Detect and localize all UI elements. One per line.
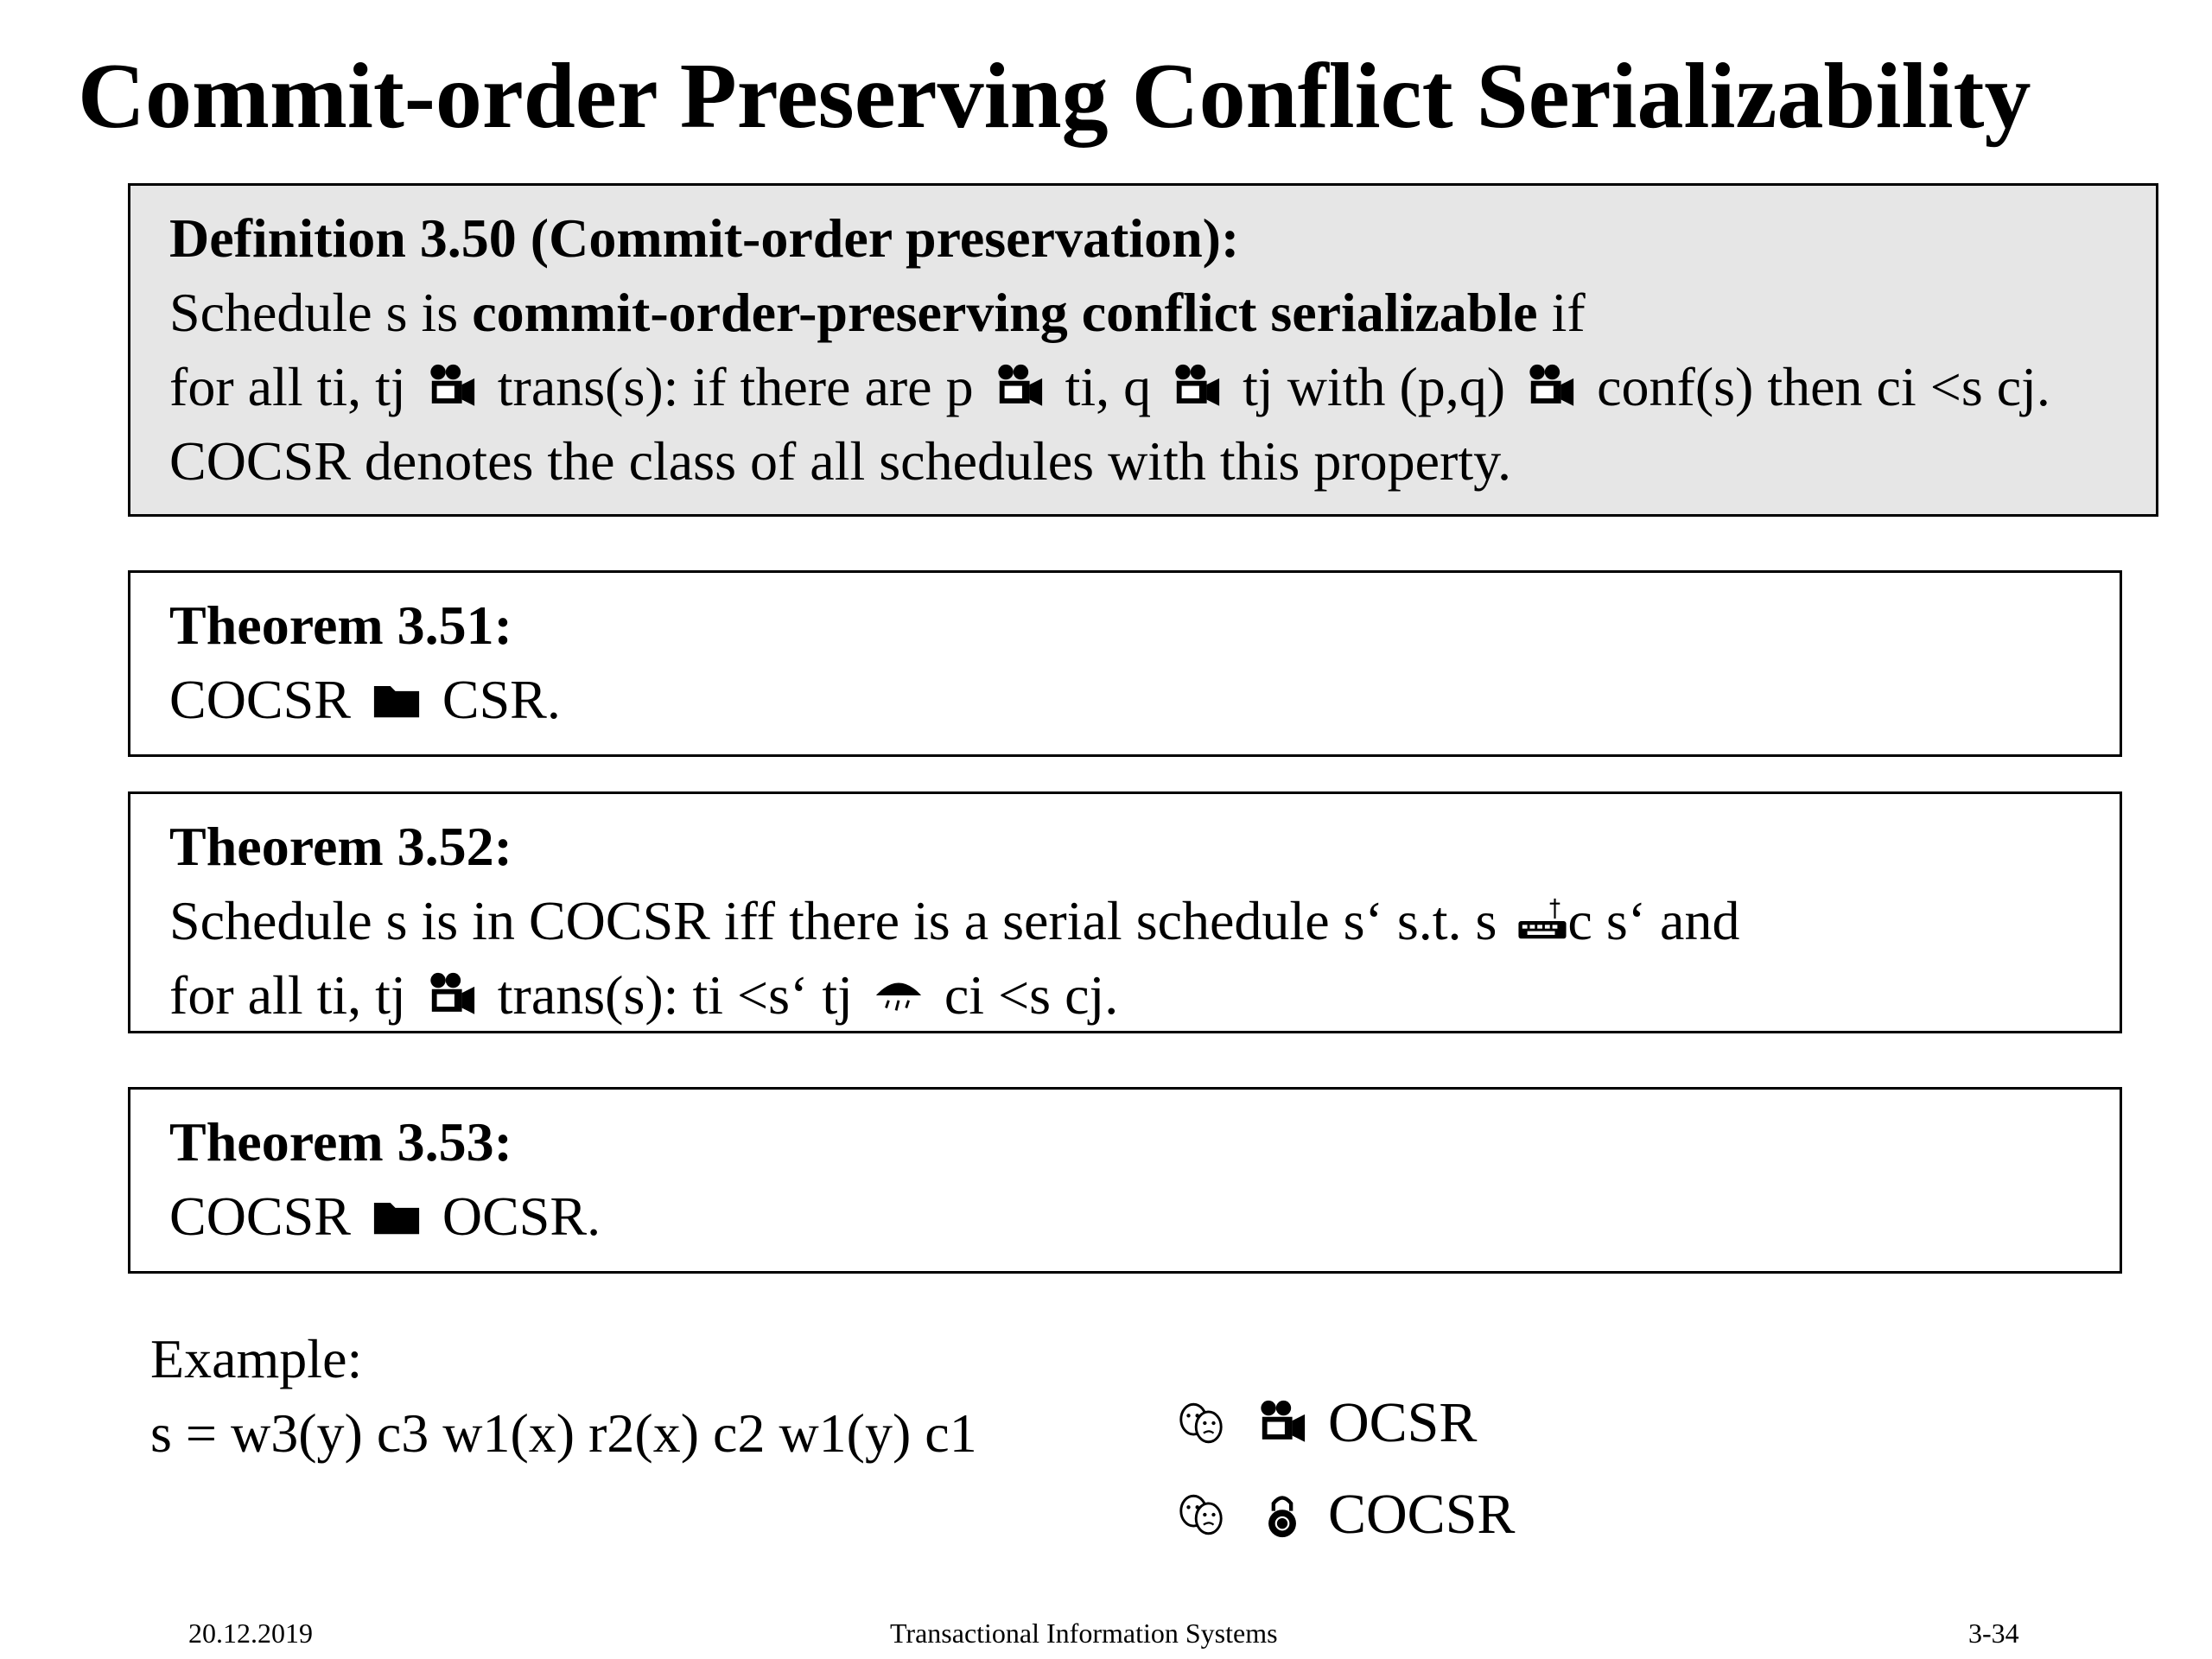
film-projector-icon: [1257, 1393, 1307, 1443]
theorem-3-51-body: COCSR CSR.: [169, 669, 561, 730]
theorem-3-51-heading: Theorem 3.51:: [169, 594, 512, 656]
padlock-icon: [1257, 1484, 1307, 1535]
definition-line-1: Schedule s is commit-order-preserving conflict serializable if: [169, 282, 1586, 343]
film-projector-icon: [1526, 357, 1576, 407]
theorem-3-52-line-1: Schedule s is in COCSR iff there is a serial schedule s‘ s.t. s c s‘ and: [169, 890, 1740, 951]
theorem-3-53-heading: Theorem 3.53:: [169, 1111, 512, 1173]
theorem-3-52-heading: Theorem 3.52:: [169, 816, 512, 877]
film-projector-icon: [427, 965, 477, 1015]
footer-page-number: 3-34: [1968, 1618, 2019, 1649]
definition-line-3: COCSR denotes the class of all schedules with this property.: [169, 430, 1511, 492]
example-result-ocsr: OCSR: [1166, 1386, 1477, 1460]
theorem-3-52-line-2: for all ti, tj trans(s): ti <s‘ tj ci <s cj.: [169, 964, 1119, 1026]
example-label: Example:: [150, 1328, 363, 1389]
theorem-3-51-box: [128, 570, 2122, 757]
definition-line-2: for all ti, tj trans(s): if there are p ti, q tj with (p,q) conf(s) then ci <s cj.: [169, 356, 2050, 417]
film-projector-icon: [995, 357, 1045, 407]
definition-heading: Definition 3.50 (Commit-order preservation):: [169, 207, 1240, 269]
footer-date: 20.12.2019: [188, 1618, 313, 1649]
slide-title: Commit-order Preserving Conflict Serializability: [78, 45, 2031, 148]
example-result-cocsr: COCSR: [1166, 1478, 1515, 1552]
example-block: [150, 1322, 977, 1471]
film-projector-icon: [1172, 357, 1222, 407]
theater-masks-icon: [1173, 1393, 1229, 1443]
theater-masks-icon: [1173, 1484, 1229, 1535]
theorem-3-53-body: COCSR OCSR.: [169, 1185, 601, 1247]
definition-box: [128, 183, 2158, 517]
example-schedule: s = w3(y) c3 w1(x) r2(x) c2 w1(y) c1: [150, 1402, 977, 1464]
umbrella-rain-icon: [874, 965, 924, 1015]
film-projector-icon: [427, 357, 477, 407]
folder-icon: [372, 1186, 422, 1236]
theorem-3-52-box: [128, 791, 2122, 1033]
folder-icon: [372, 670, 422, 720]
footer-title: Transactional Information Systems: [890, 1618, 1278, 1649]
theorem-3-53-box: [128, 1087, 2122, 1274]
keyboard-icon: [1517, 891, 1567, 941]
